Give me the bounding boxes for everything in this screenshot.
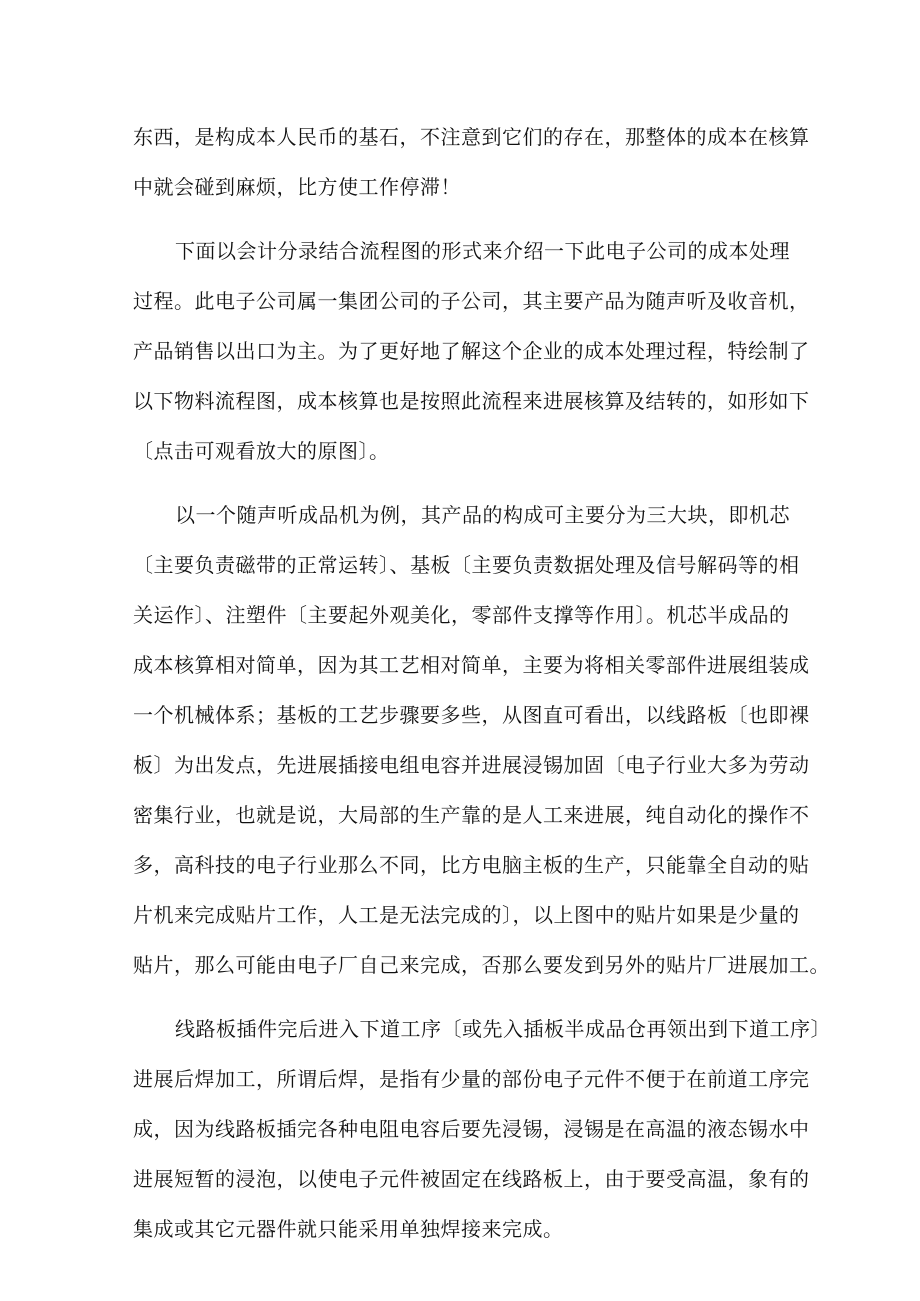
paragraph-2 (133, 226, 810, 476)
text-line: 成本核算相对简单，因为其工艺相对简单，主要为将相关零部件进展组装成 (133, 653, 810, 677)
text-line: 片机来完成贴片工作，人工是无法完成的〕，以上图中的贴片如果是少量的 (133, 903, 800, 927)
text-line: 东西，是构成本人民币的基石，不注意到它们的存在，那整体的成本在核算 (133, 125, 810, 149)
text-line: 密集行业，也就是说，大局部的生产靠的是人工来进展，纯自动化的操作不 (133, 803, 810, 827)
text-line: 关运作〕、注塑件〔主要起外观美化，零部件支撑等作用〕。机芯半成品的 (133, 603, 790, 627)
text-line: 以下物料流程图，成本核算也是按照此流程来进展核算及结转的，如形如下 (133, 389, 810, 413)
text-line: 成，因为线路板插完各种电阻电容后要先浸锡，浸锡是在高温的液态锡水中 (133, 1117, 810, 1141)
text-line: 板〕为出发点，先进展插接电组电容并进展浸锡加固〔电子行业大多为劳动 (133, 753, 810, 777)
paragraph-4 (133, 1004, 831, 1254)
text-line: 中就会碰到麻烦，比方使工作停滞！ (133, 175, 461, 199)
text-line: 过程。此电子公司属一集团公司的子公司，其主要产品为随声听及收音机， (133, 289, 810, 313)
text-line: 进展后焊加工，所谓后焊，是指有少量的部份电子元件不便于在前道工序完 (133, 1067, 810, 1091)
text-line: 下面以会计分录结合流程图的形式来介绍一下此电子公司的成本处理 (175, 239, 790, 263)
text-line: 以一个随声听成品机为例，其产品的构成可主要分为三大块，即机芯 (175, 503, 790, 527)
paragraph-3 (133, 490, 830, 990)
paragraph-1 (133, 112, 810, 212)
text-line: 一个机械体系；基板的工艺步骤要多些，从图直可看出，以线路板〔也即裸 (133, 703, 810, 727)
text-line: 多，高科技的电子行业那么不同，比方电脑主板的生产，只能靠全自动的贴 (133, 853, 810, 877)
text-line: 产品销售以出口为主。为了更好地了解这个企业的成本处理过程，特绘制了 (133, 339, 810, 363)
text-line: 线路板插件完后进入下道工序〔或先入插板半成品仓再领出到下道工序〕 (175, 1017, 831, 1041)
text-line: 进展短暂的浸泡，以使电子元件被固定在线路板上，由于要受高温，象有的 (133, 1167, 810, 1191)
text-line: 〔主要负责磁带的正常运转〕、基板〔主要负责数据处理及信号解码等的相 (133, 553, 800, 577)
text-line: 集成或其它元器件就只能采用单独焊接来完成。 (133, 1217, 564, 1241)
text-line: 〔点击可观看放大的原图〕。 (133, 439, 390, 463)
body-text (133, 112, 831, 1268)
text-line: 贴片，那么可能由电子厂自己来完成，否那么要发到另外的贴片厂进展加工。 (133, 953, 830, 977)
